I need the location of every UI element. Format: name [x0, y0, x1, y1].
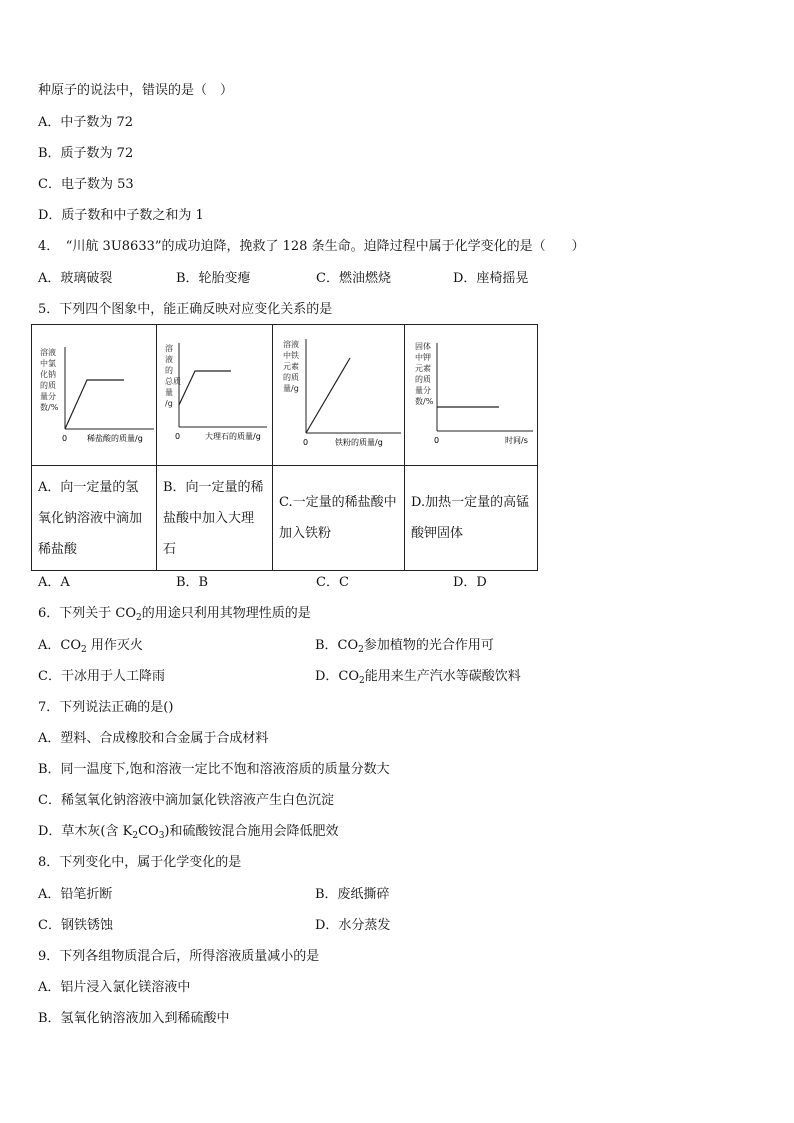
- q5-stem: 5．下列四个图象中，能正确反映对应变化关系的是: [38, 302, 333, 317]
- graph-c-ylabel-line: 的质: [283, 373, 299, 382]
- graph-a-ylabel-line: 中氯: [40, 359, 56, 368]
- graph-a-ylabel-line: 溶液: [40, 348, 56, 357]
- graph-c-ylabel-line: 量/g: [283, 384, 299, 393]
- graph-b-xlabel: 大理石的质量/g: [205, 432, 261, 441]
- caption-a-text: A．向一定量的氢氧化钠溶液中滴加稀盐酸: [38, 479, 143, 557]
- q8-stem: 8．下列变化中，属于化学变化的是: [38, 855, 242, 870]
- graph-b-ylabel-line: 量: [165, 388, 173, 397]
- graph-c-xlabel: 铁粉的质量/g: [335, 438, 383, 447]
- q6-d-sub: 2: [359, 676, 365, 686]
- q7-d-sub2: 3: [158, 831, 165, 841]
- q6-stem-pre: 6．下列关于 CO: [38, 606, 137, 621]
- q7-stem: 7．下列说法正确的是(): [38, 700, 174, 715]
- graph-a: [32, 325, 157, 461]
- q6-a-sub: 2: [81, 645, 87, 655]
- graph-b-ylabel-line: 溶: [165, 344, 173, 353]
- graph-b-ylabel-line: 总质: [165, 377, 181, 386]
- q6-option-c: C．干冰用于人工降雨: [38, 669, 165, 684]
- caption-b-text: B．向一定量的稀盐酸中加入大理石: [163, 479, 264, 557]
- graph-d-ylabel: [415, 341, 434, 406]
- q6-stem-post: 的用途只利用其物理性质的是: [141, 606, 311, 621]
- graph-a-ylabel-line: 化钠: [40, 370, 56, 379]
- q9-stem: 9．下列各组物质混合后，所得溶液质量减小的是: [38, 949, 320, 964]
- q6-a-post: 用作灭火: [86, 638, 143, 653]
- graph-c-ylabel-line: 中铁: [283, 351, 299, 360]
- q5-graph-cell-b: [157, 325, 273, 466]
- q3-stem: 种原子的说法中，错误的是（ ）: [38, 83, 234, 98]
- q7-d-mid: CO: [138, 824, 159, 839]
- q5-graph-cell-c: [273, 325, 405, 466]
- graph-b-origin: 0: [175, 432, 181, 441]
- q7-d-sub1: 2: [132, 831, 139, 841]
- graph-c: [273, 325, 405, 461]
- graph-c-curve: [306, 358, 350, 433]
- q6-b-sub: 2: [358, 645, 364, 655]
- q6-a-pre: A．CO: [38, 638, 81, 653]
- graph-d-ylabel-line: 中钾: [415, 353, 431, 362]
- graph-d-ylabel-line: 固体: [415, 342, 431, 351]
- q5-caption-d: [405, 466, 538, 571]
- q3-option-a: A．中子数为 72: [38, 115, 134, 130]
- q5-option-a: A．A: [38, 575, 70, 590]
- graph-b-ylabel-line: 的: [165, 366, 173, 375]
- q4-option-b: B．轮胎变瘪: [176, 271, 251, 286]
- graph-d-ylabel-line: 元素: [415, 364, 431, 373]
- q7-d-pre: D．草木灰(含 K: [38, 824, 133, 839]
- q5-caption-c: [273, 466, 405, 571]
- q3-option-c: C．电子数为 53: [38, 177, 134, 192]
- q7-option-d: [38, 823, 339, 845]
- graph-d-ylabel-line: 的质: [415, 375, 431, 384]
- q6-d-pre: D．CO: [315, 669, 360, 684]
- graph-b-ylabel-line: /g: [165, 399, 173, 408]
- graph-c-ylabel-line: 元素: [283, 362, 299, 371]
- q5-option-d: D．D: [453, 575, 487, 590]
- graph-a-curve: [65, 380, 124, 429]
- graph-c-ylabel-line: 溶液: [283, 340, 299, 349]
- graph-c-origin: 0: [303, 438, 309, 447]
- q5-caption-a: [32, 466, 157, 571]
- q5-option-c: C．C: [316, 575, 349, 590]
- graph-a-origin: 0: [62, 434, 68, 443]
- q6-b-pre: B．CO: [315, 638, 359, 653]
- q5-caption-b: [157, 466, 273, 571]
- graph-b-curve: [179, 371, 231, 405]
- graph-d-origin: 0: [434, 436, 440, 445]
- q3-option-d: D．质子数和中子数之和为 1: [38, 208, 204, 223]
- q3-option-b: B．质子数为 72: [38, 146, 134, 161]
- q5-option-b: B．B: [176, 575, 209, 590]
- graph-b: [157, 325, 273, 461]
- caption-d-text: D.加热一定量的高锰酸钾固体: [411, 495, 530, 541]
- q4-option-a: A．玻璃破裂: [38, 271, 113, 286]
- graph-c-ylabel: [283, 339, 299, 393]
- q6-stem-sub: 2: [136, 613, 142, 623]
- q4-option-d: D．座椅摇晃: [453, 271, 529, 286]
- q8-option-d: D．水分蒸发: [315, 918, 391, 933]
- q6-d-post: 能用来生产汽水等碳酸饮料: [364, 669, 521, 684]
- q8-option-a: A．铅笔折断: [38, 887, 113, 902]
- q4-stem: 4． “川航 3U8633”的成功迫降，挽救了 128 条生命。迫降过程中属于化学变化的是（ ）: [38, 239, 585, 254]
- graph-d-ylabel-line: 数/%: [415, 397, 434, 406]
- graph-a-ylabel-line: 量分: [40, 392, 56, 401]
- q9-option-a: A．铝片浸入氯化镁溶液中: [38, 980, 191, 995]
- graph-a-ylabel-line: 的质: [40, 381, 56, 390]
- q6-option-d: [315, 668, 521, 690]
- q6-option-b: [315, 637, 494, 659]
- q6-option-a: [38, 637, 143, 659]
- q5-graph-table: [31, 324, 538, 571]
- q4-option-c: C．燃油燃烧: [316, 271, 391, 286]
- graph-a-xlabel: 稀盐酸的质量/g: [87, 434, 143, 443]
- q7-option-a: A．塑料、合成橡胶和合金属于合成材料: [38, 731, 269, 746]
- q7-option-b: B．同一温度下,饱和溶液一定比不饱和溶液溶质的质量分数大: [38, 762, 390, 777]
- q8-option-c: C．钢铁锈蚀: [38, 918, 113, 933]
- graph-d: [405, 325, 538, 461]
- q9-option-b: B．氢氧化钠溶液加入到稀硫酸中: [38, 1011, 230, 1026]
- q7-option-c: C．稀氢氧化钠溶液中滴加氯化铁溶液产生白色沉淀: [38, 793, 334, 808]
- q6-b-post: 参加植物的光合作用可: [363, 638, 494, 653]
- q7-d-post: )和硫酸铵混合施用会降低肥效: [164, 824, 339, 839]
- graph-d-xlabel: 时间/s: [505, 436, 528, 445]
- graph-d-ylabel-line: 量分: [415, 386, 431, 395]
- graph-a-ylabel-line: 数/%: [40, 403, 59, 412]
- caption-c-text: C.一定量的稀盐酸中加入铁粉: [279, 495, 397, 541]
- q6-stem: [38, 605, 311, 627]
- graph-b-ylabel-line: 液: [165, 355, 173, 364]
- q5-graph-cell-d: [405, 325, 538, 466]
- q8-option-b: B．废纸撕碎: [315, 887, 390, 902]
- q5-graph-cell-a: [32, 325, 157, 466]
- graph-a-ylabel: [40, 347, 59, 412]
